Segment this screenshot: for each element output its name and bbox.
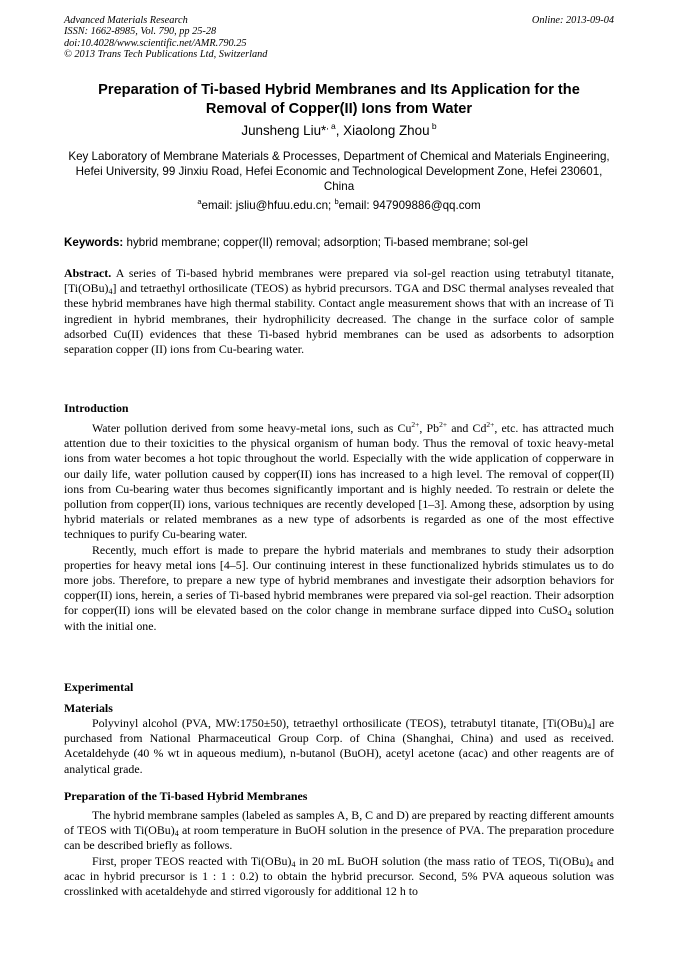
- email-a-mark: a: [197, 197, 202, 206]
- doi-line: doi:10.4028/www.scientific.net/AMR.790.25: [64, 37, 247, 49]
- title-line-2: Removal of Copper(II) Ions from Water: [205, 100, 473, 117]
- author-1: Junsheng Liu*: [241, 123, 327, 138]
- email-b: email: 947909886@qq.com: [338, 199, 481, 212]
- preparation-heading: Preparation of the Ti-based Hybrid Membranes: [64, 789, 308, 803]
- issn-line: ISSN: 1662-8985, Vol. 790, pp 25-28: [64, 26, 217, 38]
- experimental-heading: Experimental: [64, 680, 134, 694]
- online-date: Online: 2013-09-04: [531, 15, 614, 26]
- author-2: Xiaolong Zhou: [343, 123, 430, 138]
- materials-body: Polyvinyl alcohol (PVA, MW:1750±50), tetraethyl orthosilicate (TEOS), tetrabutyl titanate, $[Ti(OBu)_4]$ are purchased from National Pharmaceutical Group Corp. of China (Shanghai, China) and used as received. Acetaldehyde (40 % wt in aqueous medium), n-butanol (BuOH), acetyl acetone (acac) and other reagents are of analytical grade.: [64, 716, 614, 776]
- email-a: email: jsliu@hfuu.edu.cn;: [201, 199, 335, 212]
- author-list: [64, 122, 614, 139]
- introduction-heading: Introduction: [64, 401, 129, 415]
- abstract: [64, 266, 614, 357]
- keywords-label: Keywords:: [64, 236, 124, 249]
- paper-title: [64, 81, 614, 118]
- abstract-text-2: ] and tetraethyl orthosilicate (TEOS) as hybrid precursors. TGA and DSC thermal analyses revealed that these hybrid membranes have high thermal stability. Contact angle measurement shows that with an increase of Ti ingredient in hybrid membranes, their hydrophilicity decreased. The change in the surface color of sample adsorbed Cu(II) evidences that these Ti-based hybrid membranes can be used as adsorbents to adsorption separation copper (II) ions from Cu-bearing water.: [64, 281, 614, 357]
- author-1-mark: , a: [326, 121, 336, 131]
- introduction-body: [64, 421, 614, 634]
- affiliation: Key Laboratory of Membrane Materials & Processes, Department of Chemical and Materials Engineering, Hefei University, 99 Jinxiu Road, Hefei Economic and Technological Development Zone, Hefei 230601, China: [68, 150, 610, 194]
- journal-name: Advanced Materials Research: [64, 15, 188, 26]
- copyright-line: © 2013 Trans Tech Publications Ltd, Switzerland: [64, 49, 268, 61]
- email-b-mark: b: [334, 197, 339, 206]
- keywords-text: hybrid membrane; copper(II) removal; adsorption; Ti-based membrane; sol-gel: [123, 236, 528, 249]
- intro-paragraph-2: Recently, much effort is made to prepare the hybrid materials and membranes to study their adsorption properties for heavy metal ions [4–5]. Our continuing interest in these functionalized hybrids stimulates us to do more jobs. Therefore, to prepare a new type of hybrid membranes and investigate their adsorption behaviors for copper(II) ions, herein, a series of Ti-based hybrid membranes were prepared via sol-gel reaction. Their adsorption for copper(II) ions will be elevated based on the color change in membrane surface dipped into CuSO$_4$ solution with the initial one.: [64, 542, 614, 633]
- materials-heading: Materials: [64, 701, 113, 715]
- author-2-mark: b: [429, 121, 437, 131]
- abstract-sub: 4: [108, 287, 113, 297]
- email-line: [64, 198, 614, 213]
- preparation-body: [64, 808, 614, 899]
- abstract-label: Abstract.: [64, 266, 112, 280]
- keywords: [64, 235, 614, 250]
- intro-paragraph-1: Water pollution derived from some heavy-metal ions, such as $Cu^{2+}$, $Pb^{2+}$ and $Cd^{2+}$, etc. has attracted much attention due to their toxicities to the physical organism of human body. Thus the removal of toxic heavy-metal ions from water becomes a hot topic throughout the world. Especially with the wide application of copperware in our daily life, water pollution caused by copper(II) ions has increased to a high level. The removal of copper(II) ions from Cu-bearing water thus becomes significantly important and is highly needed. To restrain or delete the pollution from copper(II) ions, various techniques are recently developed [1–3]. Among these, adsorption by using hybrid materials or related membranes as a new type of adsorbents is regarded as one of the most effective techniques to purify Cu-bearing water.: [64, 420, 614, 542]
- abstract-text-1: A series of Ti-based hybrid membranes were prepared via sol-gel reaction using tetrabutyl titanate, [Ti(OBu): [64, 266, 614, 296]
- journal-header: [64, 15, 267, 61]
- prep-paragraph-2: First, proper TEOS reacted with $Ti(OBu)_4$ in 20 mL BuOH solution (the mass ratio of TEOS, $Ti(OBu)_4$ and acac in hybrid precursor is 1 : 1 : 0.2) to obtain the hybrid precursor. Second, 5% PVA aqueous solution was crosslinked with acetaldehyde and stirred vigorously for additional 12 h to: [64, 853, 614, 899]
- title-line-1: Preparation of Ti-based Hybrid Membranes and Its Application for the: [98, 82, 580, 98]
- author-separator: ,: [335, 123, 344, 138]
- prep-paragraph-1: The hybrid membrane samples (labeled as samples A, B, C and D) are prepared by reacting different amounts of TEOS with $Ti(OBu)_4$ at room temperature in BuOH solution in the presence of PVA. The preparation procedure can be described briefly as follows.: [64, 808, 614, 853]
